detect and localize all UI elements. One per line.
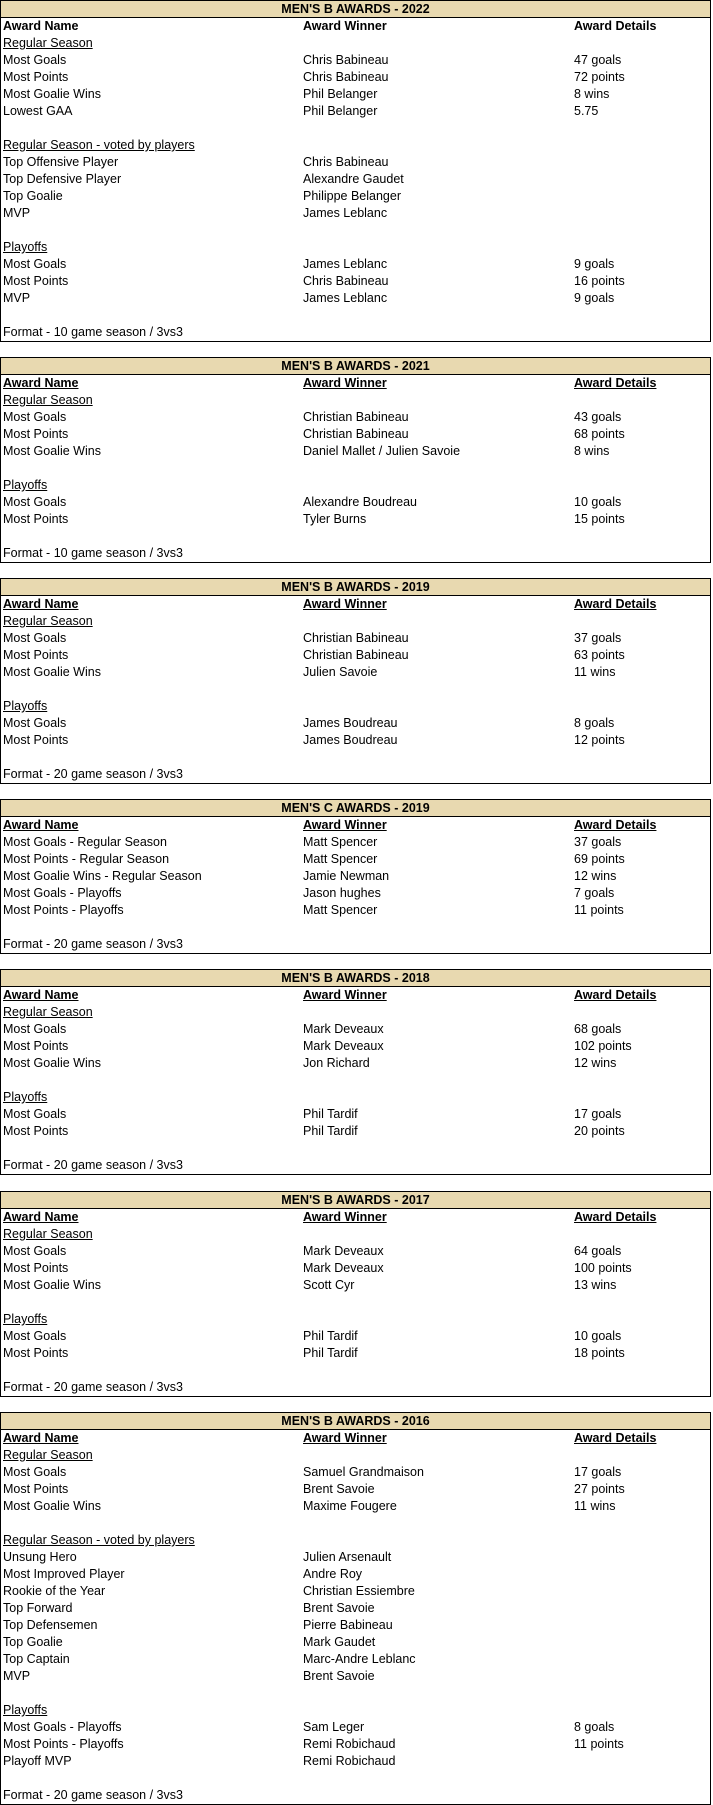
award-row — [1, 1566, 710, 1583]
award-details: 8 wins — [574, 87, 610, 101]
format-note-text: Format - 20 game season / 3vs3 — [3, 1788, 183, 1802]
award-name: Top Offensive Player — [3, 155, 119, 169]
section-heading-label: Playoffs — [3, 478, 48, 492]
column-header-award-winner: Award Winner — [303, 376, 387, 390]
spacer-row — [1, 1515, 710, 1532]
column-header-row — [1, 1430, 710, 1447]
spacer-row — [1, 222, 710, 239]
column-header-award-name: Award Name — [3, 19, 79, 33]
column-header-row — [1, 987, 710, 1004]
award-row — [1, 1498, 710, 1515]
column-header-row — [1, 1209, 710, 1226]
award-details: 9 goals — [574, 291, 615, 305]
award-winner: Andre Roy — [303, 1567, 363, 1581]
award-details: 27 points — [574, 1482, 625, 1496]
award-winner: Jon Richard — [303, 1056, 370, 1070]
award-name: Most Goals — [3, 495, 67, 509]
award-row — [1, 1243, 710, 1260]
award-table — [0, 357, 711, 563]
award-name: Most Points — [3, 1039, 69, 1053]
award-name: Top Defensive Player — [3, 172, 122, 186]
award-name: Most Points — [3, 648, 69, 662]
award-details: 43 goals — [574, 410, 622, 424]
award-details: 37 goals — [574, 835, 622, 849]
award-row — [1, 1651, 710, 1668]
section-heading-label: Playoffs — [3, 1090, 48, 1104]
award-row — [1, 868, 710, 885]
award-winner: James Leblanc — [303, 291, 388, 305]
award-row — [1, 1106, 710, 1123]
award-details: 7 goals — [574, 886, 615, 900]
award-name: Unsung Hero — [3, 1550, 77, 1564]
format-note-text: Format - 20 game season / 3vs3 — [3, 767, 183, 781]
section-heading — [1, 1532, 710, 1549]
award-name: Most Goals — [3, 1244, 67, 1258]
spacer-row — [1, 120, 710, 137]
award-winner: Julien Savoie — [303, 665, 378, 679]
award-row — [1, 851, 710, 868]
section-heading-label: Playoffs — [3, 699, 48, 713]
award-winner: Chris Babineau — [303, 70, 389, 84]
section-heading-label: Regular Season — [3, 36, 93, 50]
section-heading-label: Regular Season — [3, 1005, 93, 1019]
column-header-row — [1, 596, 710, 613]
award-winner: Brent Savoie — [303, 1601, 375, 1615]
award-row — [1, 1668, 710, 1685]
award-details: 10 goals — [574, 1329, 622, 1343]
award-name: Most Goals — [3, 1022, 67, 1036]
award-details: 8 goals — [574, 1720, 615, 1734]
award-name: Most Goals — [3, 257, 67, 271]
award-row — [1, 86, 710, 103]
format-note — [1, 1787, 710, 1804]
spacer-row — [1, 1072, 710, 1089]
award-winner: James Boudreau — [303, 733, 398, 747]
spacer-row — [1, 528, 710, 545]
award-details: 16 points — [574, 274, 625, 288]
award-table — [0, 1412, 711, 1805]
column-header-award-name: Award Name — [3, 597, 79, 611]
column-header-award-name: Award Name — [3, 988, 79, 1002]
column-header-award-name: Award Name — [3, 376, 79, 390]
section-heading — [1, 1311, 710, 1328]
section-heading-label: Playoffs — [3, 1312, 48, 1326]
award-table-title: MEN'S B AWARDS - 2016 — [1, 1413, 710, 1430]
award-row — [1, 188, 710, 205]
award-details: 102 points — [574, 1039, 632, 1053]
column-header-award-details: Award Details — [574, 376, 657, 390]
award-table — [0, 0, 711, 342]
award-name: Most Goalie Wins — [3, 665, 101, 679]
award-winner: Mark Deveaux — [303, 1022, 384, 1036]
award-details: 18 points — [574, 1346, 625, 1360]
spacer-row — [1, 1770, 710, 1787]
format-note — [1, 545, 710, 562]
award-name: Top Forward — [3, 1601, 73, 1615]
award-row — [1, 1549, 710, 1566]
column-header-award-winner: Award Winner — [303, 988, 387, 1002]
section-heading — [1, 477, 710, 494]
award-winner: Julien Arsenault — [303, 1550, 392, 1564]
column-header-award-details: Award Details — [574, 19, 657, 33]
award-row — [1, 409, 710, 426]
award-row — [1, 732, 710, 749]
column-header-row — [1, 18, 710, 35]
award-winner: Phil Belanger — [303, 87, 378, 101]
award-winner: James Boudreau — [303, 716, 398, 730]
spacer-row — [1, 307, 710, 324]
section-heading — [1, 1447, 710, 1464]
award-winner: Brent Savoie — [303, 1669, 375, 1683]
award-winner: Brent Savoie — [303, 1482, 375, 1496]
award-row — [1, 647, 710, 664]
column-header-award-details: Award Details — [574, 1431, 657, 1445]
award-winner: Remi Robichaud — [303, 1737, 396, 1751]
award-row — [1, 154, 710, 171]
award-row — [1, 715, 710, 732]
award-winner: Matt Spencer — [303, 835, 378, 849]
award-winner: Tyler Burns — [303, 512, 367, 526]
award-name: Most Goals — [3, 410, 67, 424]
award-winner: Mark Deveaux — [303, 1244, 384, 1258]
award-winner: Phil Tardif — [303, 1124, 358, 1138]
award-row — [1, 1464, 710, 1481]
column-header-award-details: Award Details — [574, 1210, 657, 1224]
award-table-title: MEN'S B AWARDS - 2021 — [1, 358, 710, 375]
award-name: Lowest GAA — [3, 104, 73, 118]
award-row — [1, 52, 710, 69]
award-details: 68 goals — [574, 1022, 622, 1036]
format-note — [1, 324, 710, 341]
award-details: 13 wins — [574, 1278, 617, 1292]
award-row — [1, 69, 710, 86]
award-name: Most Goals — [3, 1107, 67, 1121]
column-header-award-details: Award Details — [574, 597, 657, 611]
format-note — [1, 1157, 710, 1174]
column-header-award-name: Award Name — [3, 1431, 79, 1445]
award-name: Most Points — [3, 1482, 69, 1496]
spacer-row — [1, 1140, 710, 1157]
award-name: Most Goals - Playoffs — [3, 1720, 122, 1734]
award-details: 69 points — [574, 852, 625, 866]
award-details: 63 points — [574, 648, 625, 662]
award-winner: Philippe Belanger — [303, 189, 401, 203]
award-winner: Remi Robichaud — [303, 1754, 396, 1768]
format-note-text: Format - 20 game season / 3vs3 — [3, 1158, 183, 1172]
award-table-title: MEN'S B AWARDS - 2022 — [1, 1, 710, 18]
award-name: Most Goals — [3, 53, 67, 67]
award-row — [1, 1345, 710, 1362]
award-winner: Sam Leger — [303, 1720, 365, 1734]
spacer-row — [1, 460, 710, 477]
award-name: Most Goalie Wins — [3, 1278, 101, 1292]
award-name: Most Points — [3, 733, 69, 747]
spacer-row — [1, 919, 710, 936]
section-heading-label: Regular Season — [3, 393, 93, 407]
award-winner: Christian Babineau — [303, 631, 409, 645]
award-details: 12 wins — [574, 869, 617, 883]
award-name: MVP — [3, 1669, 31, 1683]
award-details: 68 points — [574, 427, 625, 441]
award-details: 11 points — [574, 1737, 624, 1751]
format-note — [1, 936, 710, 953]
award-details: 10 goals — [574, 495, 622, 509]
award-winner: Marc-Andre Leblanc — [303, 1652, 416, 1666]
award-name: Rookie of the Year — [3, 1584, 106, 1598]
section-heading — [1, 137, 710, 154]
section-heading — [1, 1702, 710, 1719]
section-heading — [1, 1004, 710, 1021]
section-heading-label: Regular Season — [3, 1448, 93, 1462]
award-details: 8 goals — [574, 716, 615, 730]
award-row — [1, 426, 710, 443]
award-winner: Samuel Grandmaison — [303, 1465, 424, 1479]
award-name: Most Improved Player — [3, 1567, 125, 1581]
award-details: 100 points — [574, 1261, 632, 1275]
award-details: 9 goals — [574, 257, 615, 271]
award-winner: Phil Tardif — [303, 1329, 358, 1343]
section-heading — [1, 1226, 710, 1243]
award-winner: James Leblanc — [303, 257, 388, 271]
award-details: 8 wins — [574, 444, 610, 458]
award-row — [1, 1328, 710, 1345]
award-winner: Christian Essiembre — [303, 1584, 415, 1598]
award-details: 17 goals — [574, 1465, 622, 1479]
award-name: Top Defensemen — [3, 1618, 98, 1632]
format-note-text: Format - 20 game season / 3vs3 — [3, 937, 183, 951]
award-name: Most Goals — [3, 631, 67, 645]
award-winner: Mark Deveaux — [303, 1039, 384, 1053]
section-heading — [1, 613, 710, 630]
award-name: Most Goalie Wins — [3, 87, 101, 101]
column-header-award-details: Award Details — [574, 988, 657, 1002]
award-name: Top Goalie — [3, 189, 63, 203]
award-name: Most Points — [3, 427, 69, 441]
award-row — [1, 511, 710, 528]
award-row — [1, 834, 710, 851]
format-note — [1, 1379, 710, 1396]
award-winner: Maxime Fougere — [303, 1499, 397, 1513]
format-note — [1, 766, 710, 783]
format-note-text: Format - 10 game season / 3vs3 — [3, 546, 183, 560]
award-name: Playoff MVP — [3, 1754, 72, 1768]
award-winner: Christian Babineau — [303, 410, 409, 424]
award-name: Most Goals - Regular Season — [3, 835, 167, 849]
award-details: 15 points — [574, 512, 625, 526]
award-row — [1, 1753, 710, 1770]
award-row — [1, 1021, 710, 1038]
award-name: Most Goals - Playoffs — [3, 886, 122, 900]
award-row — [1, 205, 710, 222]
award-name: MVP — [3, 291, 31, 305]
award-name: Most Goalie Wins — [3, 1499, 101, 1513]
award-details: 12 points — [574, 733, 625, 747]
column-header-award-name: Award Name — [3, 818, 79, 832]
award-name: Most Points - Playoffs — [3, 903, 124, 917]
spacer-row — [1, 1294, 710, 1311]
award-row — [1, 885, 710, 902]
column-header-award-details: Award Details — [574, 818, 657, 832]
award-name: Top Goalie — [3, 1635, 63, 1649]
award-winner: Daniel Mallet / Julien Savoie — [303, 444, 461, 458]
award-winner: Mark Gaudet — [303, 1635, 376, 1649]
section-heading-label: Playoffs — [3, 1703, 48, 1717]
column-header-row — [1, 817, 710, 834]
column-header-award-winner: Award Winner — [303, 1210, 387, 1224]
award-winner: Christian Babineau — [303, 427, 409, 441]
award-details: 20 points — [574, 1124, 625, 1138]
format-note-text: Format - 20 game season / 3vs3 — [3, 1380, 183, 1394]
award-name: Most Points — [3, 512, 69, 526]
spacer-row — [1, 1362, 710, 1379]
award-details: 11 wins — [574, 1499, 616, 1513]
award-winner: James Leblanc — [303, 206, 388, 220]
award-table — [0, 1191, 711, 1397]
award-name: Most Points - Regular Season — [3, 852, 170, 866]
award-winner: Matt Spencer — [303, 852, 378, 866]
column-header-row — [1, 375, 710, 392]
award-winner: Christian Babineau — [303, 648, 409, 662]
award-name: Most Points - Playoffs — [3, 1737, 124, 1751]
section-heading — [1, 239, 710, 256]
award-winner: Chris Babineau — [303, 155, 389, 169]
award-winner: Mark Deveaux — [303, 1261, 384, 1275]
award-name: Most Goals — [3, 1465, 67, 1479]
award-row — [1, 443, 710, 460]
format-note-text: Format - 10 game season / 3vs3 — [3, 325, 183, 339]
award-table-title: MEN'S B AWARDS - 2019 — [1, 579, 710, 596]
section-heading — [1, 698, 710, 715]
award-details: 64 goals — [574, 1244, 622, 1258]
award-row — [1, 103, 710, 120]
award-table-title: MEN'S C AWARDS - 2019 — [1, 800, 710, 817]
award-name: Most Goalie Wins - Regular Season — [3, 869, 202, 883]
column-header-award-winner: Award Winner — [303, 597, 387, 611]
award-row — [1, 1260, 710, 1277]
award-winner: Matt Spencer — [303, 903, 378, 917]
section-heading-label: Regular Season - voted by players — [3, 138, 195, 152]
award-winner: Phil Tardif — [303, 1107, 358, 1121]
award-row — [1, 1123, 710, 1140]
award-table — [0, 578, 711, 784]
award-row — [1, 290, 710, 307]
section-heading-label: Regular Season - voted by players — [3, 1533, 195, 1547]
award-row — [1, 1736, 710, 1753]
award-row — [1, 171, 710, 188]
section-heading-label: Playoffs — [3, 240, 48, 254]
column-header-award-winner: Award Winner — [303, 19, 387, 33]
award-winner: Scott Cyr — [303, 1278, 355, 1292]
award-name: Most Points — [3, 1346, 69, 1360]
spacer-row — [1, 681, 710, 698]
award-row — [1, 1583, 710, 1600]
award-table-title: MEN'S B AWARDS - 2017 — [1, 1192, 710, 1209]
award-row — [1, 273, 710, 290]
award-row — [1, 1481, 710, 1498]
section-heading-label: Regular Season — [3, 1227, 93, 1241]
award-name: Most Points — [3, 1261, 69, 1275]
award-winner: Jamie Newman — [303, 869, 390, 883]
award-details: 11 points — [574, 903, 624, 917]
award-row — [1, 1719, 710, 1736]
award-winner: Alexandre Gaudet — [303, 172, 404, 186]
award-details: 12 wins — [574, 1056, 617, 1070]
column-header-award-name: Award Name — [3, 1210, 79, 1224]
section-heading — [1, 35, 710, 52]
award-name: Top Captain — [3, 1652, 70, 1666]
award-details: 47 goals — [574, 53, 622, 67]
award-row — [1, 256, 710, 273]
column-header-award-winner: Award Winner — [303, 1431, 387, 1445]
spacer-row — [1, 1685, 710, 1702]
award-winner: Pierre Babineau — [303, 1618, 393, 1632]
award-name: Most Goalie Wins — [3, 444, 101, 458]
award-name: Most Points — [3, 1124, 69, 1138]
spacer-row — [1, 749, 710, 766]
award-winner: Phil Tardif — [303, 1346, 358, 1360]
award-table — [0, 969, 711, 1175]
award-row — [1, 494, 710, 511]
section-heading — [1, 392, 710, 409]
award-name: Most Goals — [3, 716, 67, 730]
award-row — [1, 1600, 710, 1617]
award-name: Most Goalie Wins — [3, 1056, 101, 1070]
section-heading-label: Regular Season — [3, 614, 93, 628]
award-row — [1, 1277, 710, 1294]
award-name: Most Points — [3, 70, 69, 84]
award-table — [0, 799, 711, 954]
award-details: 37 goals — [574, 631, 622, 645]
award-details: 72 points — [574, 70, 625, 84]
award-row — [1, 1055, 710, 1072]
award-winner: Chris Babineau — [303, 274, 389, 288]
award-row — [1, 630, 710, 647]
award-details: 11 wins — [574, 665, 616, 679]
award-row — [1, 664, 710, 681]
award-row — [1, 1038, 710, 1055]
award-winner: Phil Belanger — [303, 104, 378, 118]
award-winner: Jason hughes — [303, 886, 381, 900]
award-winner: Alexandre Boudreau — [303, 495, 417, 509]
award-details: 17 goals — [574, 1107, 622, 1121]
award-name: Most Points — [3, 274, 69, 288]
award-row — [1, 902, 710, 919]
award-name: Most Goals — [3, 1329, 67, 1343]
award-row — [1, 1634, 710, 1651]
award-details: 5.75 — [574, 104, 599, 118]
award-table-title: MEN'S B AWARDS - 2018 — [1, 970, 710, 987]
award-winner: Chris Babineau — [303, 53, 389, 67]
column-header-award-winner: Award Winner — [303, 818, 387, 832]
section-heading — [1, 1089, 710, 1106]
award-name: MVP — [3, 206, 31, 220]
award-row — [1, 1617, 710, 1634]
